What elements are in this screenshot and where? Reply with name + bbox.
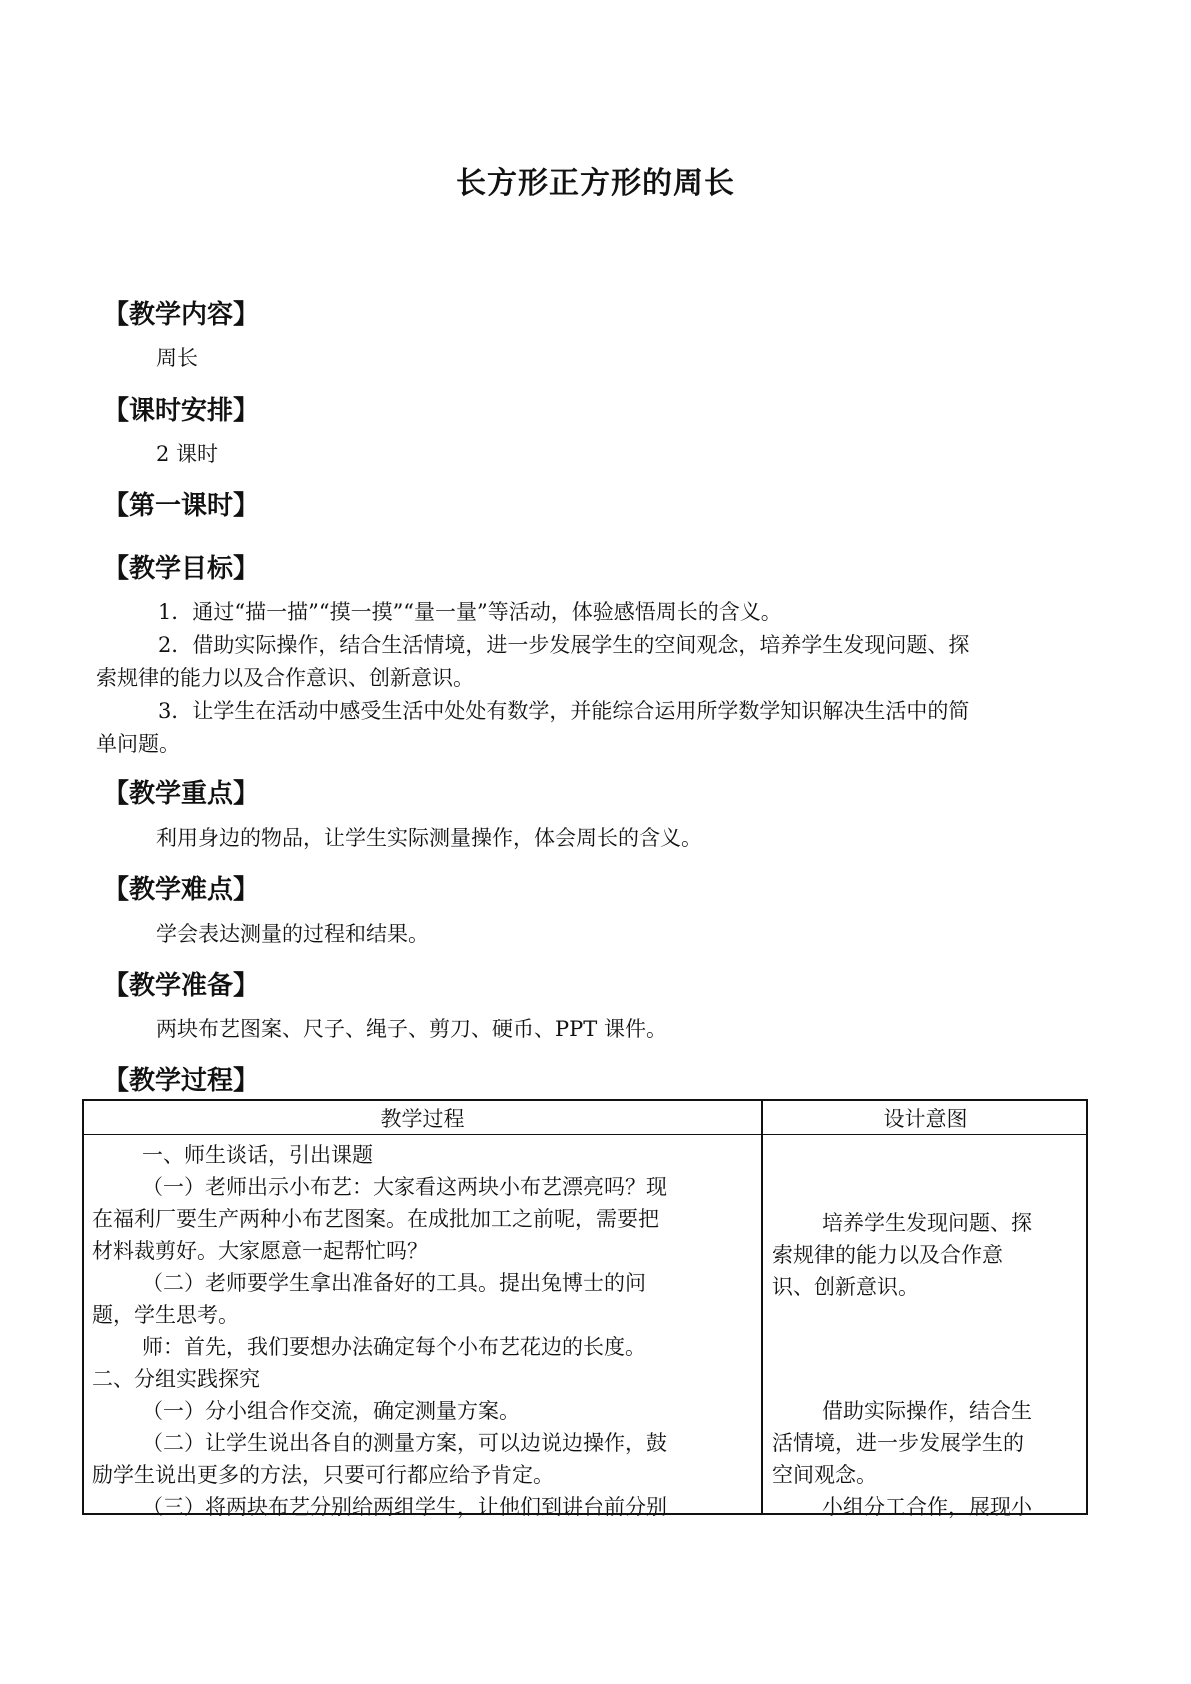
table-cell-line: 一、师生谈话，引出课题 <box>142 1143 373 1167</box>
table-cell-line: （二）让学生说出各自的测量方案，可以边说边操作，鼓 <box>142 1431 667 1455</box>
table-cell-line: 空间观念。 <box>772 1463 877 1487</box>
table-header-intent: 设计意图 <box>883 1107 968 1131</box>
table-cell-line: 二、分组实践探究 <box>92 1367 260 1391</box>
heading-preparation: 【教学准备】 <box>103 971 260 1001</box>
goal-line: 3．让学生在活动中感受生活中处处有数学，并能综合运用所学数学知识解决生活中的简 <box>158 699 970 723</box>
table-cell-line: 识、创新意识。 <box>772 1275 919 1299</box>
goal-line: 2．借助实际操作，结合生活情境，进一步发展学生的空间观念，培养学生发现问题、探 <box>158 633 970 657</box>
heading-goals: 【教学目标】 <box>103 554 260 584</box>
heading-first-lesson: 【第一课时】 <box>103 491 260 521</box>
text-key-points: 利用身边的物品，让学生实际测量操作，体会周长的含义。 <box>156 826 702 850</box>
goal-line: 索规律的能力以及合作意识、创新意识。 <box>96 666 474 690</box>
text-difficulties: 学会表达测量的过程和结果。 <box>156 922 429 946</box>
table-cell-line: 师：首先，我们要想办法确定每个小布艺花边的长度。 <box>142 1335 646 1359</box>
text-schedule: 2 课时 <box>156 442 219 466</box>
table-column-divider <box>761 1101 763 1513</box>
table-cell-line: （二）老师要学生拿出准备好的工具。提出兔博士的问 <box>142 1271 646 1295</box>
table-cell-line: 小组分工合作，展现小 <box>822 1495 1032 1519</box>
heading-key-points: 【教学重点】 <box>103 779 260 809</box>
text-preparation: 两块布艺图案、尺子、绳子、剪刀、硬币、PPT 课件。 <box>156 1017 667 1041</box>
table-cell-line: （一）分小组合作交流，确定测量方案。 <box>142 1399 520 1423</box>
process-table <box>82 1099 1088 1519</box>
text-teaching-content: 周长 <box>156 346 198 370</box>
table-cell-line: 在福利厂要生产两种小布艺图案。在成批加工之前呢，需要把 <box>92 1207 659 1231</box>
document-title: 长方形正方形的周长 <box>456 166 735 201</box>
table-cell-line: （三）将两块布艺分别给两组学生，让他们到讲台前分别 <box>142 1495 667 1519</box>
heading-schedule: 【课时安排】 <box>103 396 260 426</box>
table-cell-line: 材料裁剪好。大家愿意一起帮忙吗？ <box>92 1239 428 1263</box>
table-cell-line: 题，学生思考。 <box>92 1303 239 1327</box>
table-cell-line: 培养学生发现问题、探 <box>822 1211 1032 1235</box>
goal-line: 1．通过“描一描”“摸一摸”“量一量”等活动，体验感悟周长的含义。 <box>158 600 782 624</box>
heading-difficulties: 【教学难点】 <box>103 875 260 905</box>
table-cell-line: 励学生说出更多的方法，只要可行都应给予肯定。 <box>92 1463 554 1487</box>
table-cell-line: 索规律的能力以及合作意 <box>772 1243 1003 1267</box>
heading-teaching-content: 【教学内容】 <box>103 300 260 330</box>
table-cell-line: 活情境，进一步发展学生的 <box>772 1431 1024 1455</box>
table-cell-line: （一）老师出示小布艺：大家看这两块小布艺漂亮吗？现 <box>142 1175 667 1199</box>
table-cell-line: 借助实际操作，结合生 <box>822 1399 1032 1423</box>
goal-line: 单问题。 <box>96 732 180 756</box>
table-header-process: 教学过程 <box>380 1107 465 1131</box>
table-header-divider <box>84 1134 1086 1135</box>
heading-process: 【教学过程】 <box>103 1066 260 1096</box>
